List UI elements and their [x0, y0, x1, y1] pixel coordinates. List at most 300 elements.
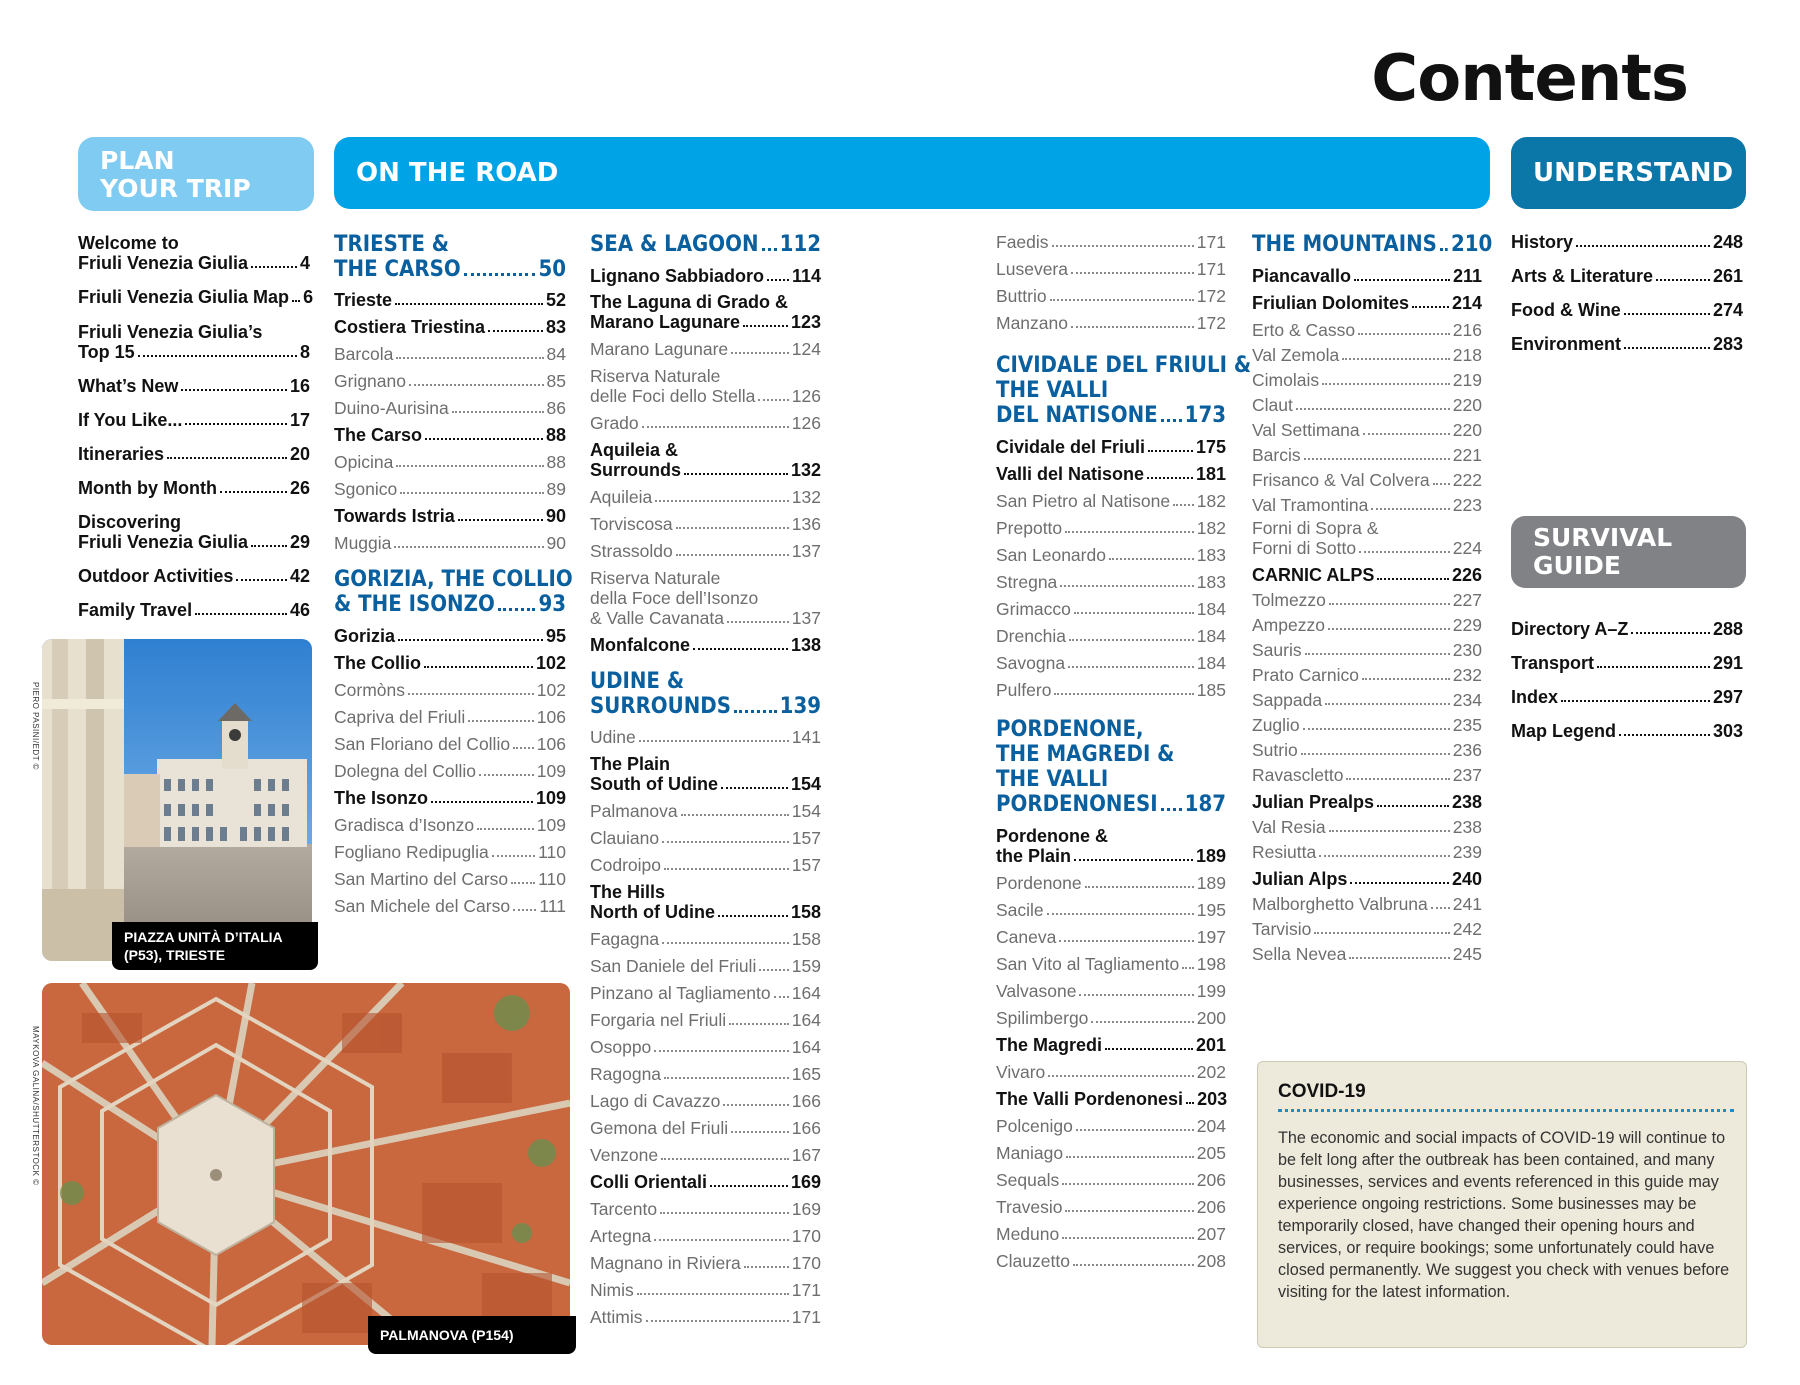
- road-col4-entry: [1252, 518, 1482, 538]
- road-col1-entry: [334, 734, 566, 754]
- toc-entry-label: Forni di Sotto: [1252, 538, 1357, 558]
- toc-entry-page: 182: [1196, 491, 1226, 511]
- road-col2-entry: [590, 1010, 821, 1030]
- dot-leader: [1624, 347, 1710, 349]
- understand-entry: [1511, 232, 1743, 252]
- toc-entry-label: Environment: [1511, 334, 1622, 354]
- road-col1-entry: [334, 567, 573, 592]
- toc-entry-page: 171: [791, 1280, 821, 1300]
- toc-entry-label: Marano Lagunare: [590, 312, 741, 332]
- dot-leader: [513, 909, 536, 911]
- road-col3-entry: [996, 954, 1226, 974]
- road-col1-entry: [334, 533, 566, 553]
- toc-entry-label: Discovering: [78, 512, 182, 532]
- survival-entry: [1511, 653, 1743, 673]
- toc-entry-label: SEA & LAGOON: [590, 232, 759, 257]
- toc-entry-label: The Collio: [334, 653, 421, 673]
- toc-entry-page: 182: [1196, 518, 1226, 538]
- dot-leader: [646, 1320, 789, 1322]
- toc-entry-label: Spilimbergo: [996, 1008, 1089, 1028]
- dot-leader: [639, 740, 789, 742]
- palmanova-photo-credit: MAYKOVA GALINA/SHUTTERSTOCK ©: [31, 1026, 40, 1186]
- toc-entry-page: 206: [1196, 1170, 1226, 1190]
- toc-entry-label: Caneva: [996, 927, 1057, 947]
- toc-entry-label: The Isonzo: [334, 788, 428, 808]
- road-col1-entry: [334, 815, 566, 835]
- toc-entry-label: Stregna: [996, 572, 1058, 592]
- toc-entry-label: Claut: [1252, 395, 1293, 415]
- dot-leader: [396, 357, 543, 359]
- toc-entry-label: Val Settimana: [1252, 420, 1360, 440]
- toc-entry-label: Sauris: [1252, 640, 1302, 660]
- dot-leader: [181, 389, 287, 391]
- toc-entry-label: Venzone: [590, 1145, 659, 1165]
- toc-entry-page: 239: [1452, 842, 1482, 862]
- road-col3-entry: [996, 1197, 1226, 1217]
- dot-leader: [1359, 551, 1450, 553]
- toc-entry-label: SURROUNDS: [590, 694, 731, 719]
- toc-entry-page: 111: [539, 896, 566, 916]
- plan-entry: [78, 410, 310, 430]
- toc-entry-label: Ragogna: [590, 1064, 662, 1084]
- toc-entry-label: What’s New: [78, 376, 179, 396]
- road-col4-entry: [1252, 817, 1482, 837]
- dot-leader: [1358, 333, 1450, 335]
- palmanova-photo-image: [42, 983, 570, 1345]
- road-col1-entry: [334, 592, 566, 617]
- dot-leader: [1314, 932, 1449, 934]
- toc-entry-page: 166: [791, 1091, 821, 1111]
- toc-entry-page: 235: [1452, 715, 1482, 735]
- page-title: Contents: [1371, 42, 1688, 116]
- toc-entry-label: Gradisca d’Isonzo: [334, 815, 475, 835]
- toc-entry-label: delle Foci dello Stella: [590, 386, 756, 406]
- road-col2-entry: [590, 386, 821, 406]
- toc-entry-page: 227: [1452, 590, 1482, 610]
- road-col2-entry: [590, 1226, 821, 1246]
- toc-entry-label: CIVIDALE DEL FRIULI &: [996, 353, 1252, 378]
- dot-leader: [1091, 1021, 1193, 1023]
- toc-entry-page: 102: [535, 653, 566, 673]
- toc-entry-label: Prepotto: [996, 518, 1063, 538]
- road-col3-entry: [996, 717, 1226, 742]
- toc-entry-page: 157: [791, 855, 821, 875]
- toc-entry-page: 303: [1712, 721, 1743, 741]
- road-col2-entry: [590, 1037, 821, 1057]
- plan-entry: [78, 444, 310, 464]
- toc-entry-page: 50: [538, 257, 566, 282]
- dot-leader: [1109, 558, 1194, 560]
- toc-entry-label: South of Udine: [590, 774, 718, 794]
- toc-entry-page: 136: [791, 514, 821, 534]
- dot-leader: [1073, 1264, 1194, 1266]
- toc-entry-page: 184: [1196, 653, 1226, 673]
- toc-entry-page: 226: [1451, 565, 1482, 585]
- toc-entry-page: 124: [791, 339, 821, 359]
- dot-leader: [1161, 808, 1182, 811]
- toc-entry-page: 183: [1196, 572, 1226, 592]
- toc-entry-page: 93: [538, 592, 566, 617]
- road-col1-entry: [334, 653, 566, 673]
- toc-entry-label: The Magredi: [996, 1035, 1103, 1055]
- trieste-photo: [42, 639, 312, 961]
- road-col1-entry: [334, 761, 566, 781]
- road-col4-entry: [1252, 266, 1482, 286]
- toc-entry-page: 167: [791, 1145, 821, 1165]
- toc-entry-label: San Leonardo: [996, 545, 1106, 565]
- toc-entry-label: Barcola: [334, 344, 394, 364]
- toc-entry-page: 114: [791, 266, 821, 286]
- road-col4-entry: [1252, 944, 1482, 964]
- plan-band-line2: YOUR TRIP: [100, 174, 251, 203]
- toc-entry-page: 126: [791, 386, 821, 406]
- toc-entry-label: Tolmezzo: [1252, 590, 1326, 610]
- toc-entry-label: Erto & Casso: [1252, 320, 1356, 340]
- road-col1-entry: [334, 344, 566, 364]
- plan-entry: [78, 376, 310, 396]
- toc-entry-page: 236: [1452, 740, 1482, 760]
- toc-entry-page: 102: [536, 680, 566, 700]
- toc-entry-page: 109: [536, 815, 566, 835]
- road-col2-entry: [590, 1280, 821, 1300]
- toc-entry-label: Cormòns: [334, 680, 405, 700]
- toc-entry-label: Maniago: [996, 1143, 1064, 1163]
- toc-entry-page: 166: [791, 1118, 821, 1138]
- dot-leader: [1085, 886, 1194, 888]
- toc-entry-page: 90: [546, 533, 566, 553]
- road-col2-entry: [590, 1253, 821, 1273]
- dot-leader: [758, 399, 788, 401]
- toc-entry-page: 110: [538, 869, 566, 889]
- toc-entry-label: San Martino del Carso: [334, 869, 509, 889]
- road-col4-entry: [1252, 740, 1482, 760]
- dot-leader: [1048, 1075, 1194, 1077]
- toc-entry-page: 189: [1195, 846, 1226, 866]
- toc-entry-page: 169: [790, 1172, 821, 1192]
- toc-entry-label: Malborghetto Valbruna: [1252, 894, 1428, 914]
- dot-leader: [727, 621, 789, 623]
- dot-leader: [664, 1077, 789, 1079]
- dot-leader: [664, 868, 789, 870]
- toc-entry-page: 84: [546, 344, 566, 364]
- plan-entry: [78, 512, 310, 532]
- dot-leader: [1631, 632, 1710, 634]
- dot-leader: [718, 915, 788, 917]
- toc-entry-label: Lignano Sabbiadoro: [590, 266, 764, 286]
- toc-entry-label: The Laguna di Grado &: [590, 292, 789, 312]
- understand-entry: [1511, 266, 1743, 286]
- toc-entry-page: 297: [1712, 687, 1743, 707]
- road-col4-entry: [1252, 690, 1482, 710]
- dot-leader: [431, 801, 533, 803]
- toc-entry-page: 171: [791, 1307, 821, 1327]
- dot-leader: [1305, 653, 1450, 655]
- toc-entry-label: DEL NATISONE: [996, 403, 1158, 428]
- toc-entry-label: Trieste: [334, 290, 393, 310]
- road-col4-entry: [1252, 590, 1482, 610]
- toc-entry-label: Aquileia &: [590, 440, 679, 460]
- road-col3-entry: [996, 653, 1226, 673]
- toc-entry-page: 164: [791, 1010, 821, 1030]
- toc-entry-page: 205: [1196, 1143, 1226, 1163]
- toc-entry-label: San Daniele del Friuli: [590, 956, 757, 976]
- dot-leader: [1329, 830, 1450, 832]
- toc-entry-page: 106: [536, 734, 566, 754]
- dot-leader: [452, 411, 544, 413]
- toc-entry-label: Attimis: [590, 1307, 643, 1327]
- toc-entry-label: Forgaria nel Friuli: [590, 1010, 727, 1030]
- toc-entry-page: 220: [1452, 420, 1482, 440]
- toc-entry-page: 154: [790, 774, 821, 794]
- survival-guide-band: [1511, 516, 1746, 588]
- dot-leader: [676, 554, 789, 556]
- covid-body: The economic and social impacts of COVID-19 will continue to be felt long after the outbreak has been contained, and many businesses, services and events referenced in this guide may experience ongoing restrictions. Some businesses may be temporarily closed, have changed their opening hours and services, or require bookings; some unfortunately could have closed permanently. We suggest you check with venues before visiting for the latest information.: [1278, 1129, 1730, 1301]
- road-col3-entry: [996, 313, 1226, 333]
- toc-entry-label: Piancavallo: [1252, 266, 1352, 286]
- dot-leader: [721, 787, 788, 789]
- road-col4-entry: [1252, 792, 1482, 812]
- toc-entry-page: 89: [546, 479, 566, 499]
- road-col2-entry: [590, 635, 821, 655]
- toc-entry-label: North of Udine: [590, 902, 715, 922]
- road-col4-entry: [1252, 320, 1482, 340]
- toc-entry-page: 159: [791, 956, 821, 976]
- road-col1-entry: [334, 626, 566, 646]
- understand-band: UNDERSTAND: [1511, 137, 1746, 209]
- road-col2-entry: [590, 1091, 821, 1111]
- dot-leader: [251, 545, 287, 547]
- road-col4-entry: [1252, 345, 1482, 365]
- toc-entry-label: Sgonico: [334, 479, 398, 499]
- dot-leader: [1328, 628, 1450, 630]
- dot-leader: [681, 814, 789, 816]
- toc-entry-label: Fagagna: [590, 929, 660, 949]
- dot-leader: [1161, 419, 1182, 422]
- road-col3-entry: [996, 545, 1226, 565]
- toc-entry-page: 183: [1196, 545, 1226, 565]
- road-col3-entry: [996, 437, 1226, 457]
- road-col2-entry: [590, 1172, 821, 1192]
- toc-entry-label: Pulfero: [996, 680, 1052, 700]
- toc-entry-page: 8: [299, 342, 310, 362]
- dot-leader: [458, 519, 543, 521]
- dot-leader: [1105, 1048, 1193, 1050]
- dot-leader: [660, 1212, 789, 1214]
- dot-leader: [398, 639, 543, 641]
- road-col2-entry: [590, 754, 821, 774]
- dot-leader: [1597, 666, 1710, 668]
- dot-leader: [409, 384, 544, 386]
- dot-leader: [1354, 279, 1450, 281]
- toc-entry-page: 237: [1452, 765, 1482, 785]
- dot-leader: [498, 608, 536, 611]
- plan-entry: [78, 532, 310, 552]
- toc-entry-label: Sequals: [996, 1170, 1060, 1190]
- toc-entry-label: Sella Nevea: [1252, 944, 1347, 964]
- toc-entry-label: Strassoldo: [590, 541, 673, 561]
- toc-entry-label: Welcome to: [78, 233, 179, 253]
- toc-entry-page: 232: [1452, 665, 1482, 685]
- dot-leader: [1069, 639, 1194, 641]
- toc-entry-label: THE MAGREDI &: [996, 742, 1175, 767]
- road-col1-entry: [334, 425, 566, 445]
- dot-leader: [424, 666, 533, 668]
- road-col2-entry: [590, 774, 821, 794]
- toc-entry-label: Riserva Naturale: [590, 568, 721, 588]
- toc-entry-label: San Floriano del Collio: [334, 734, 511, 754]
- road-col4-entry: [1252, 665, 1482, 685]
- toc-entry-label: The Plain: [590, 754, 671, 774]
- road-col3-entry: [996, 873, 1226, 893]
- road-col3-entry: [996, 1089, 1226, 1109]
- toc-entry-label: THE VALLI: [996, 378, 1109, 403]
- toc-entry-label: Julian Prealps: [1252, 792, 1375, 812]
- road-col2-entry: [590, 266, 821, 286]
- road-col4-entry: [1252, 232, 1493, 257]
- toc-entry-page: 123: [790, 312, 821, 332]
- road-col2-entry: [590, 440, 821, 460]
- dot-leader: [1050, 299, 1194, 301]
- toc-entry-label: Osoppo: [590, 1037, 652, 1057]
- road-col2-entry: [590, 801, 821, 821]
- toc-entry-label: THE VALLI: [996, 767, 1109, 792]
- road-col1-entry: [334, 317, 566, 337]
- toc-entry-page: 16: [289, 376, 310, 396]
- road-col4-entry: [1252, 869, 1482, 889]
- road-col4-entry: [1252, 565, 1482, 585]
- road-col1-entry: [334, 707, 566, 727]
- toc-entry-label: PORDENONE,: [996, 717, 1144, 742]
- toc-entry-label: Pordenone: [996, 873, 1082, 893]
- road-col2-entry: [590, 929, 821, 949]
- dot-leader: [1186, 1102, 1194, 1104]
- toc-entry-label: TRIESTE &: [334, 232, 450, 257]
- survival-entry: [1511, 687, 1743, 707]
- road-col3-entry: [996, 572, 1226, 592]
- toc-entry-label: Polcenigo: [996, 1116, 1073, 1136]
- plan-entry: [78, 478, 310, 498]
- toc-entry-label: Gemona del Friuli: [590, 1118, 729, 1138]
- toc-entry-label: Riserva Naturale: [590, 366, 721, 386]
- toc-entry-page: 242: [1452, 919, 1482, 939]
- dot-leader: [1363, 433, 1450, 435]
- dot-leader: [1079, 994, 1193, 996]
- road-col4-entry: [1252, 470, 1482, 490]
- dot-leader: [1074, 859, 1193, 861]
- dot-leader: [1346, 778, 1449, 780]
- dot-leader: [1071, 272, 1194, 274]
- toc-entry-label: Barcis: [1252, 445, 1301, 465]
- dot-leader: [1329, 603, 1450, 605]
- toc-entry-label: Fogliano Redipuglia: [334, 842, 489, 862]
- toc-entry-page: 211: [1452, 266, 1482, 286]
- road-col4-entry: [1252, 420, 1482, 440]
- dot-leader: [774, 996, 789, 998]
- road-col3-entry: [996, 792, 1226, 817]
- toc-entry-page: 83: [545, 317, 566, 337]
- toc-entry-page: 172: [1196, 286, 1226, 306]
- road-col3-entry: [996, 286, 1226, 306]
- road-col2-entry: [590, 312, 821, 332]
- toc-entry-page: 158: [790, 902, 821, 922]
- toc-entry-label: The Carso: [334, 425, 423, 445]
- dot-leader: [731, 1131, 789, 1133]
- toc-entry-page: 132: [791, 487, 821, 507]
- toc-entry-label: Forni di Sopra &: [1252, 518, 1379, 538]
- plan-entry: [78, 287, 314, 307]
- road-col2-entry: [590, 588, 821, 608]
- toc-entry-page: 169: [791, 1199, 821, 1219]
- toc-entry-page: 199: [1196, 981, 1226, 1001]
- toc-entry-label: Ravascletto: [1252, 765, 1344, 785]
- road-col2-entry: [590, 487, 821, 507]
- covid-divider: [1278, 1109, 1734, 1112]
- toc-entry-page: 230: [1452, 640, 1482, 660]
- road-col1-entry: [334, 788, 566, 808]
- survival-band-line1: SURVIVAL: [1533, 523, 1673, 552]
- dot-leader: [1377, 805, 1449, 807]
- toc-entry-page: 222: [1452, 470, 1482, 490]
- road-col3-entry: [996, 846, 1226, 866]
- road-col3-entry: [996, 464, 1226, 484]
- toc-entry-page: 172: [1196, 313, 1226, 333]
- road-col3-entry: [996, 1035, 1226, 1055]
- road-col2-entry: [590, 339, 821, 359]
- road-col4-entry: [1252, 715, 1482, 735]
- toc-entry-label: della Foce dell’Isonzo: [590, 588, 759, 608]
- dot-leader: [513, 747, 534, 749]
- toc-entry-label: Month by Month: [78, 478, 217, 498]
- dot-leader: [1066, 1156, 1194, 1158]
- toc-entry-label: THE MOUNTAINS: [1252, 232, 1437, 257]
- dot-leader: [759, 969, 788, 971]
- dot-leader: [662, 841, 789, 843]
- toc-entry-page: 175: [1195, 437, 1226, 457]
- dot-leader: [744, 1266, 789, 1268]
- road-col2-entry: [590, 855, 821, 875]
- dot-leader: [1322, 383, 1450, 385]
- road-col2-entry: [590, 568, 821, 588]
- toc-entry-page: 245: [1452, 944, 1482, 964]
- toc-entry-page: 29: [289, 532, 310, 552]
- toc-entry-page: 248: [1712, 232, 1743, 252]
- understand-entry: [1511, 334, 1743, 354]
- toc-entry-label: Itineraries: [78, 444, 165, 464]
- dot-leader: [1147, 477, 1193, 479]
- toc-entry-label: Friuli Venezia Giulia: [78, 253, 249, 273]
- dot-leader: [662, 942, 789, 944]
- toc-entry-label: The Valli Pordenonesi: [996, 1089, 1184, 1109]
- toc-entry-page: 157: [791, 828, 821, 848]
- toc-entry-page: 288: [1712, 619, 1743, 639]
- dot-leader: [1071, 326, 1194, 328]
- dot-leader: [408, 693, 534, 695]
- toc-entry-label: PORDENONESI: [996, 792, 1158, 817]
- toc-entry-page: 185: [1196, 680, 1226, 700]
- toc-entry-label: Sacile: [996, 900, 1044, 920]
- dot-leader: [1319, 855, 1450, 857]
- road-col1-entry: [334, 680, 566, 700]
- dot-leader: [1624, 313, 1710, 315]
- toc-entry-label: Drenchia: [996, 626, 1067, 646]
- road-col3-entry: [996, 927, 1226, 947]
- road-col2-entry: [590, 541, 821, 561]
- toc-entry-page: 141: [791, 727, 821, 747]
- toc-entry-label: Sutrio: [1252, 740, 1298, 760]
- road-col2-entry: [590, 232, 821, 257]
- toc-entry-page: 20: [289, 444, 310, 464]
- dot-leader: [710, 1185, 788, 1187]
